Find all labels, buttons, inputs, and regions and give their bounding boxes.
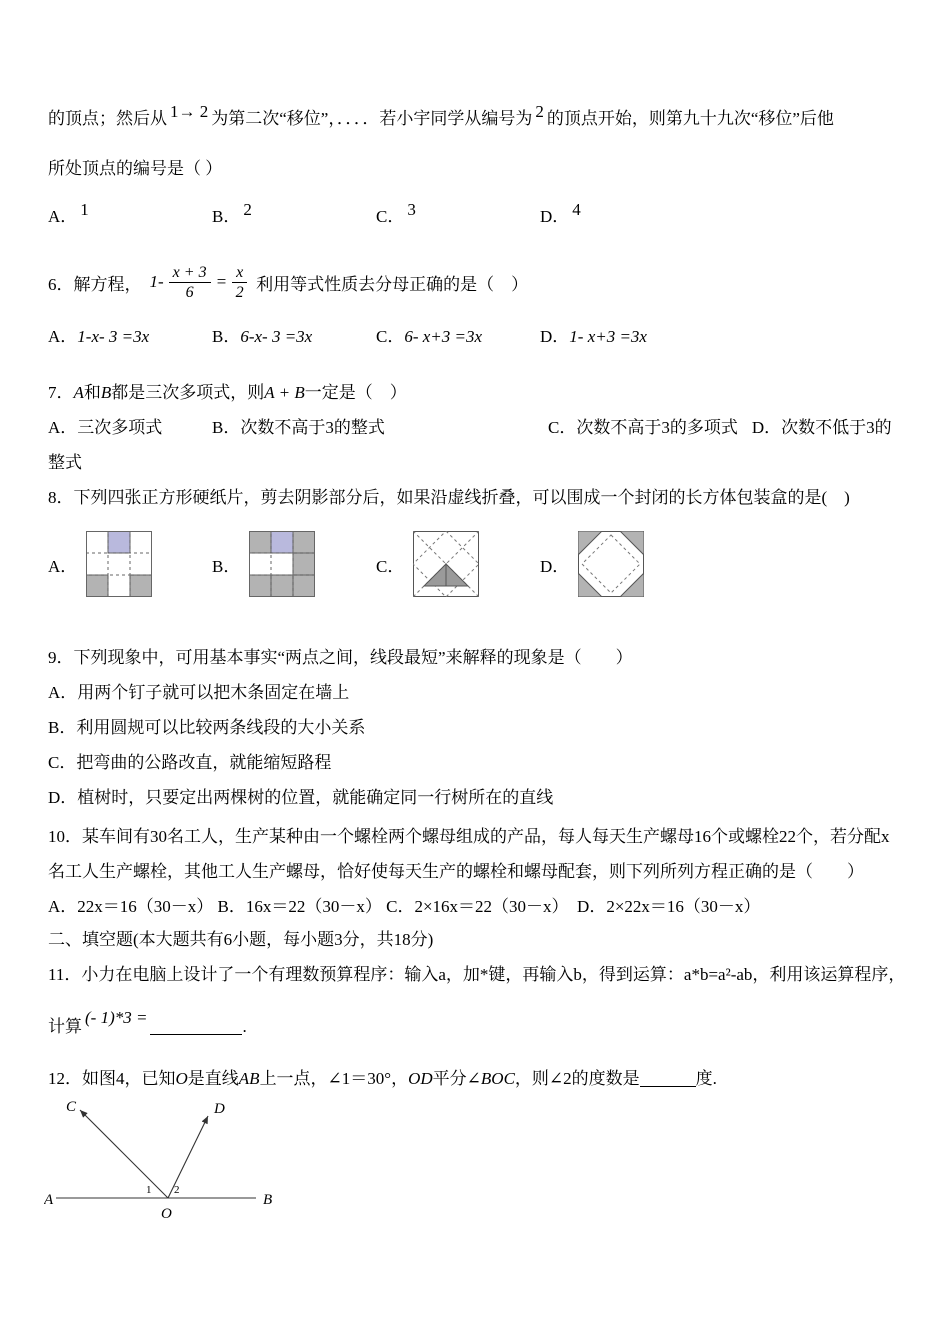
- q12-answer-blank: [640, 1069, 696, 1087]
- q12-text-3: 上一点，∠1＝30°，: [259, 1069, 409, 1088]
- box-net-b-image: [249, 531, 315, 597]
- q8-option-a-label: A．: [48, 556, 78, 576]
- section2-title: 二、填空题(本大题共有6小题，每小题3分，共18分): [48, 930, 434, 949]
- q12-text-1: 如图4，已知: [82, 1069, 176, 1088]
- q12-var-boc: BOC: [480, 1069, 515, 1088]
- q5-options-row: [48, 200, 902, 230]
- q5-option-b-label: B．: [212, 207, 241, 226]
- q11-stem-line2: [48, 1008, 902, 1044]
- q6-option-b-label: B．: [212, 327, 241, 346]
- point-b-label: B: [263, 1192, 273, 1208]
- q7-option-d-continuation: 整式: [48, 453, 82, 472]
- angle-2-label: 2: [174, 1184, 180, 1196]
- q6-fraction-2: [232, 263, 247, 302]
- q6-option-b: [212, 324, 376, 350]
- q5-inline-math-1: 1→ 2: [170, 102, 209, 121]
- net-c-shaded-cells: [424, 564, 468, 586]
- q8-option-c-label: C．: [376, 556, 405, 576]
- q5-text-1: 的顶点；然后从: [48, 109, 167, 128]
- q6-option-d-label: D．: [540, 327, 570, 346]
- q6-option-b-value: 6-x- 3 =3x: [240, 327, 313, 346]
- q5-option-d: [540, 200, 584, 230]
- net-d-fold-lines: [582, 535, 640, 593]
- q6-frac1-denominator: 6: [185, 283, 194, 301]
- q12-text-4: 平分∠: [432, 1069, 481, 1088]
- q7-option-a: A．三次多项式: [48, 418, 163, 437]
- q8-stem: 8．下列四张正方形硬纸片，剪去阴影部分后，如果沿虚线折叠，可以围成一个封闭的长方体包装盒的是( ): [48, 488, 850, 507]
- q9-stem: 9．下列现象中，可用基本事实“两点之间，线段最短”来解释的现象是（ ）: [48, 648, 633, 667]
- q8-option-d: [540, 531, 644, 597]
- q6-option-a-label: A．: [48, 327, 78, 346]
- point-a-label: A: [44, 1192, 54, 1208]
- net-a-shaded-cells: [86, 531, 152, 597]
- q8-option-b: [212, 531, 376, 597]
- box-net-c-image: [413, 531, 479, 597]
- q7-expr: A + B: [264, 383, 305, 402]
- q12-text-2: 是直线: [187, 1069, 239, 1088]
- q5-inline-math-2: 2: [535, 102, 544, 121]
- q8-option-d-label: D．: [540, 556, 570, 576]
- q6-option-a: [48, 324, 212, 350]
- q5-option-d-label: D．: [540, 207, 570, 226]
- q6-option-c-label: C．: [376, 327, 405, 346]
- q5-option-a-value: 1: [80, 200, 89, 219]
- q6-eq-sign: =: [215, 272, 228, 291]
- q6-frac2-numerator: x: [232, 263, 247, 283]
- q5-text-2: 为第二次“移位”，．．．．若小宇同学从编号为: [211, 109, 533, 128]
- q6-option-c-value: 6- x+3 =3x: [404, 327, 483, 346]
- box-net-d-image: [578, 531, 644, 597]
- q8-option-b-label: B．: [212, 556, 241, 576]
- q11-expression: (- 1)*3 =: [85, 1008, 148, 1027]
- q12-var-od: OD: [408, 1069, 433, 1088]
- q7-var-a: A: [73, 383, 84, 402]
- q12-var-ab: AB: [238, 1069, 260, 1088]
- q5-option-b-value: 2: [243, 200, 252, 219]
- q7-text-2: 都是三次多项式，则: [111, 383, 265, 402]
- q9-option-c: C．把弯曲的公路改直，就能缩短路程: [48, 753, 332, 772]
- q6-frac1-numerator: x + 3: [169, 263, 211, 283]
- q10-options-row: A．22x＝16（30－x） B．16x＝22（30－x） C．2×16x＝22（30－x） D．2×22x＝16（30－x）: [48, 897, 761, 916]
- q6-eq-lead: 1-: [149, 272, 164, 291]
- q7-stem: [48, 380, 902, 406]
- q12-stem: [48, 1066, 902, 1092]
- q6-options-row: [48, 324, 902, 350]
- q7-option-b: B．次数不高于3的整式: [212, 418, 385, 437]
- q5-option-a-label: A．: [48, 207, 78, 226]
- q5-option-c: [376, 200, 540, 230]
- q5-option-b: [212, 200, 376, 230]
- q7-text-1: 和: [83, 383, 101, 402]
- ray-oc: [80, 1110, 168, 1198]
- q6-option-d-value: 1- x+3 =3x: [569, 327, 647, 346]
- q8-option-c: [376, 531, 540, 597]
- q9-option-d: D．植树时，只要定出两棵树的位置，就能确定同一行树所在的直线: [48, 788, 554, 807]
- point-c-label: C: [66, 1099, 77, 1115]
- q6-option-d: [540, 324, 647, 350]
- q5-continuation-line2: 所处顶点的编号是（ ）: [48, 159, 223, 178]
- q8-option-a: [48, 531, 212, 597]
- q9-option-a: A．用两个钉子就可以把木条固定在墙上: [48, 683, 350, 702]
- q5-option-c-value: 3: [407, 200, 416, 219]
- q12-figure-lines: [56, 1110, 256, 1198]
- q11-answer-blank: [150, 1017, 242, 1035]
- q6-stem-post: 利用等式性质去分母正确的是（ ）: [256, 274, 529, 294]
- q12-text-5: ，则∠2的度数是: [514, 1069, 640, 1088]
- angle-1-label: 1: [146, 1184, 152, 1196]
- q12-figure: [44, 1098, 284, 1223]
- q6-equation: [148, 263, 251, 302]
- q11-calc-label: 计算: [48, 1017, 82, 1036]
- q5-option-a: [48, 200, 212, 230]
- q12-number: 12．: [48, 1069, 82, 1088]
- point-d-label: D: [214, 1101, 225, 1117]
- q6-fraction-1: [169, 263, 211, 302]
- q7-options-row: [48, 415, 902, 441]
- q7-option-d: D．次数不低于3的: [751, 418, 892, 437]
- q10-stem-line2: 名工人生产螺栓，其他工人生产螺母，恰好使每天生产的螺栓和螺母配套，则下列所列方程正确的是（ ）: [48, 862, 864, 881]
- q12-var-o: O: [175, 1069, 188, 1088]
- q5-text-3: 的顶点开始，则第九十九次“移位”后他: [546, 109, 834, 128]
- q5-option-d-value: 4: [572, 200, 581, 219]
- q7-option-c: C．次数不高于3的多项式: [548, 418, 738, 437]
- q12-figure-wrap: [44, 1098, 902, 1228]
- q11-stem-line1: 11．小力在电脑上设计了一个有理数预算程序：输入a，加*键，再输入b，得到运算：a*b=a²-ab，利用该运算程序，: [48, 965, 906, 984]
- q12-text-6: 度.: [695, 1069, 717, 1088]
- q5-option-c-label: C．: [376, 207, 405, 226]
- q7-text-3: 一定是（ ）: [304, 383, 407, 402]
- q6-stem-pre: 6．解方程，: [48, 274, 142, 294]
- q7-var-b: B: [100, 383, 112, 402]
- net-d-shaded-cells: [578, 531, 644, 597]
- box-net-a-image: [86, 531, 152, 597]
- q5-continuation-line1: [48, 102, 902, 132]
- q6-option-c: [376, 324, 540, 350]
- q7-number: 7．: [48, 383, 74, 402]
- net-b-shaded-cells: [249, 531, 315, 597]
- q6-option-a-value: 1-x- 3 =3x: [77, 327, 150, 346]
- q11-period: .: [242, 1017, 247, 1036]
- q6-frac2-denominator: 2: [235, 283, 244, 301]
- q9-option-b: B．利用圆规可以比较两条线段的大小关系: [48, 718, 366, 737]
- q6-stem: [48, 254, 902, 310]
- point-o-label: O: [161, 1206, 172, 1222]
- q12-figure-labels: [44, 1099, 272, 1222]
- q10-stem-line1: 10．某车间有30名工人，生产某种由一个螺栓两个螺母组成的产品，每人每天生产螺母16个或螺栓22个，若分配x: [48, 827, 890, 846]
- q8-options-row: [48, 525, 902, 603]
